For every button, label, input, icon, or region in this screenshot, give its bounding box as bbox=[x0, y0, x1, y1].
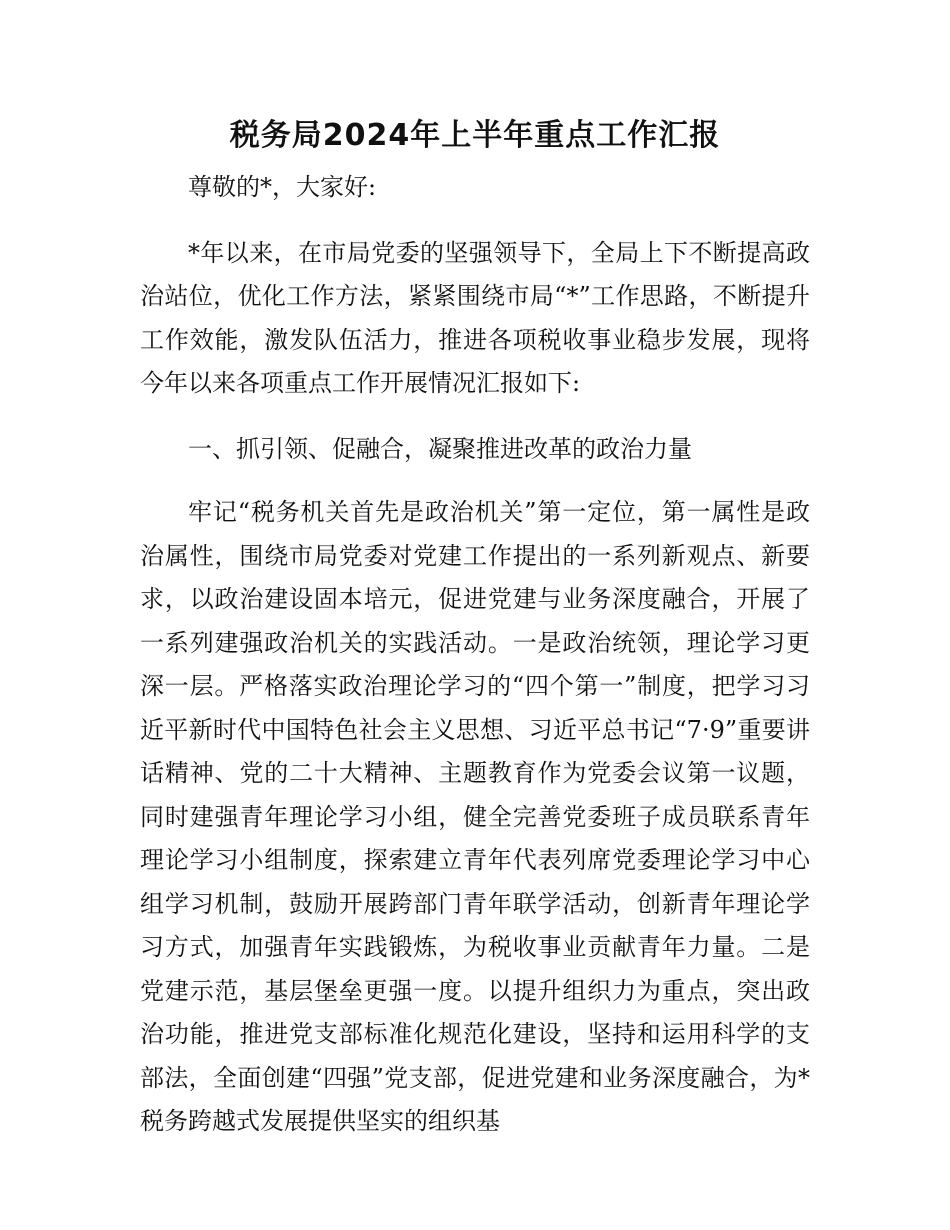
intro-paragraph: *年以来，在市局党委的坚强领导下，全局上下不断提高政治站位，优化工作方法，紧紧围绕市局“*”工作思路，不断提升工作效能，激发队伍活力，推进各项税收事业稳步发展，现将今年以来各项重点工作开展情况汇报如下: bbox=[140, 238, 810, 397]
greeting-paragraph: 尊敬的*，大家好: bbox=[188, 173, 377, 201]
document-title: 税务局2024年上半年重点工作汇报 bbox=[229, 118, 721, 153]
document-page bbox=[140, 108, 810, 1144]
section-heading: 一、抓引领、促融合，凝聚推进改革的政治力量 bbox=[188, 434, 692, 463]
section-body-paragraph: 牢记“税务机关首先是政治机关”第一定位，第一属性是政治属性，围绕市局党委对党建工作提出的一系列新观点、新要求，以政治建设固本培元，促进党建与业务深度融合，开展了一系列建强政治机关的实践活动。一是政治统领，理论学习更深一层。严格落实政治理论学习的“四个第一”制度，把学习习近平新时代中国特色社会主义思想、习近平总书记“7·9”重要讲话精神、党的二十大精神、主题教育作为党委会议第一议题，同时建强青年理论学习小组，健全完善党委班子成员联系青年理论学习小组制度，探索建立青年代表列席党委理论学习中心组学习机制，鼓励开展跨部门青年联学活动，创新青年理论学习方式，加强青年实践锻炼，为税收事业贡献青年力量。二是党建示范，基层堡垒更强一度。以提升组织力为重点，突出政治功能，推进党支部标准化规范化建设，坚持和运用科学的支部法，全面创建“四强”党支部，促进党建和业务深度融合，为*税务跨越式发展提供坚实的组织基 bbox=[140, 498, 810, 1135]
